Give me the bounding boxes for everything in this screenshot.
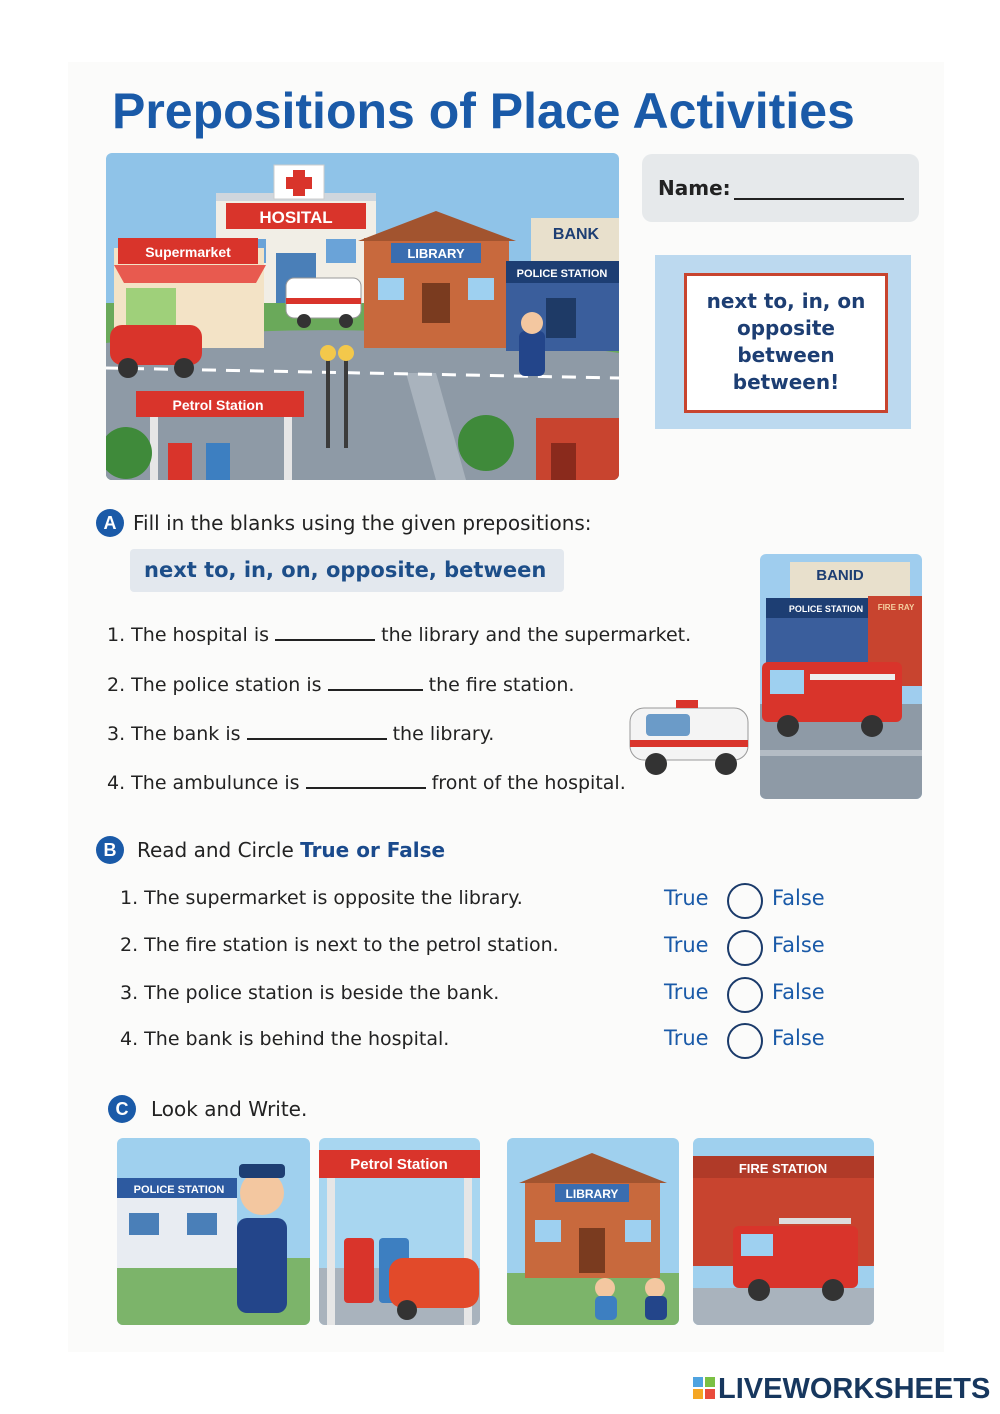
question-text: the library and the supermarket. (381, 624, 692, 646)
section-c-badge: C (108, 1095, 136, 1123)
petrol-picture (319, 1138, 480, 1325)
question-a1 (107, 624, 691, 646)
picture-sign: FIRE STATION (738, 1161, 828, 1176)
scene-fire-sign: FIRE RAY (877, 603, 915, 612)
fire-truck-scene-image (760, 554, 922, 799)
question-text: the library. (392, 723, 495, 745)
section-b-badge: B (96, 836, 124, 864)
bank-sign: BANK (552, 226, 600, 243)
word-card-line: opposite (737, 316, 835, 340)
fire-station-picture (693, 1138, 874, 1325)
question-a3 (107, 723, 494, 745)
question-a2 (107, 674, 574, 696)
word-card (655, 255, 911, 429)
answer-circle[interactable] (727, 1023, 763, 1059)
library-picture (507, 1138, 679, 1325)
name-label: Name: (658, 176, 731, 200)
picture-sign: POLICE STATION (133, 1184, 225, 1196)
petrol-sign: Petrol Station (172, 397, 264, 413)
police-sign: POLICE STATION (516, 268, 608, 280)
police-picture (117, 1138, 310, 1325)
answer-circle[interactable] (727, 883, 763, 919)
liveworksheets-logo-icon (693, 1377, 715, 1399)
false-option[interactable]: False (772, 980, 825, 1004)
true-option[interactable]: True (664, 933, 709, 957)
statement-b4: 4. The bank is behind the hospital. (120, 1028, 450, 1050)
question-text: front of the hospital. (431, 772, 626, 794)
question-a4 (107, 772, 626, 794)
picture-sign: Petrol Station (350, 1156, 448, 1173)
answer-circle[interactable] (727, 930, 763, 966)
preposition-list: next to, in, on, opposite, between (144, 558, 547, 582)
ambulance-image (626, 690, 756, 780)
supermarket-sign: Supermarket (145, 244, 231, 260)
name-box (642, 154, 919, 222)
word-card-line: next to, in, on (706, 289, 866, 313)
answer-circle[interactable] (727, 977, 763, 1013)
word-card-line: between (737, 343, 835, 367)
name-input-line[interactable] (734, 198, 904, 200)
false-option[interactable]: False (772, 933, 825, 957)
question-text: 2. The police station is (107, 674, 322, 696)
section-b-instruction-text: Read and Circle (137, 838, 294, 862)
answer-blank-a4[interactable] (306, 773, 426, 789)
question-text: 4. The ambulunce is (107, 772, 300, 794)
answer-blank-a3[interactable] (247, 724, 387, 740)
brand-name: LIVEWORKSHEETS (718, 1373, 991, 1405)
library-sign: LIBRARY (407, 246, 465, 261)
question-text: the fire station. (428, 674, 575, 696)
section-b-instruction (137, 838, 445, 862)
true-option[interactable]: True (664, 1026, 709, 1050)
section-b-instruction-bold: True or False (300, 838, 446, 862)
question-text: 3. The bank is (107, 723, 241, 745)
true-option[interactable]: True (664, 886, 709, 910)
section-c-instruction: Look and Write. (151, 1097, 308, 1121)
page-title: Prepositions of Place Activities (112, 83, 855, 139)
statement-b3: 3. The police station is beside the bank. (120, 982, 500, 1004)
scene-police-sign: POLICE STATION (788, 604, 864, 614)
false-option[interactable]: False (772, 886, 825, 910)
picture-sign: LIBRARY (565, 1187, 619, 1201)
word-card-line: between! (732, 370, 840, 394)
question-text: 1. The hospital is (107, 624, 270, 646)
false-option[interactable]: False (772, 1026, 825, 1050)
statement-b2: 2. The fire station is next to the petrol station. (120, 934, 559, 956)
hospital-sign: HOSITAL (259, 208, 333, 227)
true-option[interactable]: True (664, 980, 709, 1004)
section-a-instruction: Fill in the blanks using the given prepositions: (133, 511, 592, 535)
answer-blank-a2[interactable] (328, 675, 423, 691)
town-scene-image (106, 153, 619, 480)
preposition-bar (130, 549, 564, 592)
statement-b1: 1. The supermarket is opposite the library. (120, 887, 523, 909)
section-a-badge: A (96, 509, 124, 537)
scene-bank-sign: BANID (816, 567, 864, 584)
word-card-inner (684, 273, 888, 413)
answer-blank-a1[interactable] (275, 625, 375, 641)
